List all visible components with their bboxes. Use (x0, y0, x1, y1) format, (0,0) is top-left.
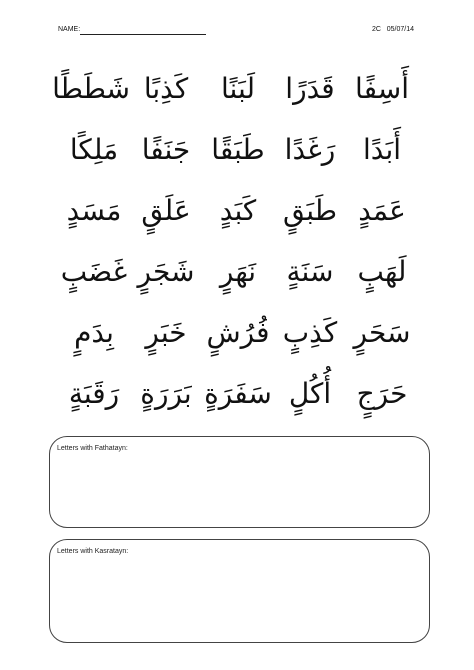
word: قَدَرًا (285, 71, 335, 105)
word: طَبَقًا (211, 132, 265, 166)
word: لَهَبٍ (357, 254, 407, 288)
kasratayn-box-label: Letters with Kasratayn: (57, 548, 129, 555)
word-row-5 (58, 302, 418, 363)
word: مَسَدٍ (66, 193, 122, 227)
word: سَحَرٍ (353, 315, 411, 349)
word-grid (52, 58, 418, 424)
word: نَهَرٍ (219, 254, 257, 288)
word: سَفَرَةٍ (204, 376, 272, 410)
word: لَبَنًا (221, 71, 255, 105)
word: شَجَرٍ (137, 254, 195, 288)
word-row-2 (58, 119, 418, 180)
word: خَبَرٍ (145, 315, 187, 349)
word-row-1 (52, 58, 418, 119)
class-date (372, 26, 414, 33)
word: حَرَجٍ (356, 376, 408, 410)
fathatayn-writing-area[interactable] (56, 455, 423, 521)
name-label: NAME: (58, 26, 81, 33)
kasratayn-writing-area[interactable] (56, 558, 423, 636)
word: بِدَمٍ (74, 315, 114, 349)
word: جَنَفًا (141, 132, 191, 166)
word-row-4 (58, 241, 418, 302)
word-row-3 (58, 180, 418, 241)
worksheet-header (58, 26, 414, 40)
word: طَبَقٍ (282, 193, 338, 227)
word: عَمَدٍ (358, 193, 406, 227)
word: رَغَدًا (284, 132, 336, 166)
date-label: 05/07/14 (386, 26, 414, 33)
word: غَضَبٍ (60, 254, 128, 288)
word: أَبَدًا (362, 132, 402, 166)
kasratayn-answer-box (49, 539, 430, 643)
word: أُكُلٍ (288, 376, 332, 410)
word: عَلَقٍ (141, 193, 191, 227)
fathatayn-answer-box (49, 436, 430, 528)
word: سَنَةٍ (286, 254, 334, 288)
word: كَذِبٍ (282, 315, 338, 349)
word-row-6 (58, 363, 418, 424)
word: فُرُشٍ (206, 315, 270, 349)
word: كَذِبًا (143, 71, 189, 105)
word: كَبَدٍ (219, 193, 257, 227)
word: شَطَطًا (52, 71, 130, 105)
class-label: 2C (371, 26, 381, 33)
fathatayn-box-label: Letters with Fathatayn: (57, 445, 128, 452)
name-blank-line[interactable] (80, 34, 206, 35)
word: بَرَرَةٍ (140, 376, 192, 410)
word: أَسِفًا (355, 71, 409, 105)
word: رَقَبَةٍ (68, 376, 120, 410)
word: مَلِكًا (69, 132, 119, 166)
